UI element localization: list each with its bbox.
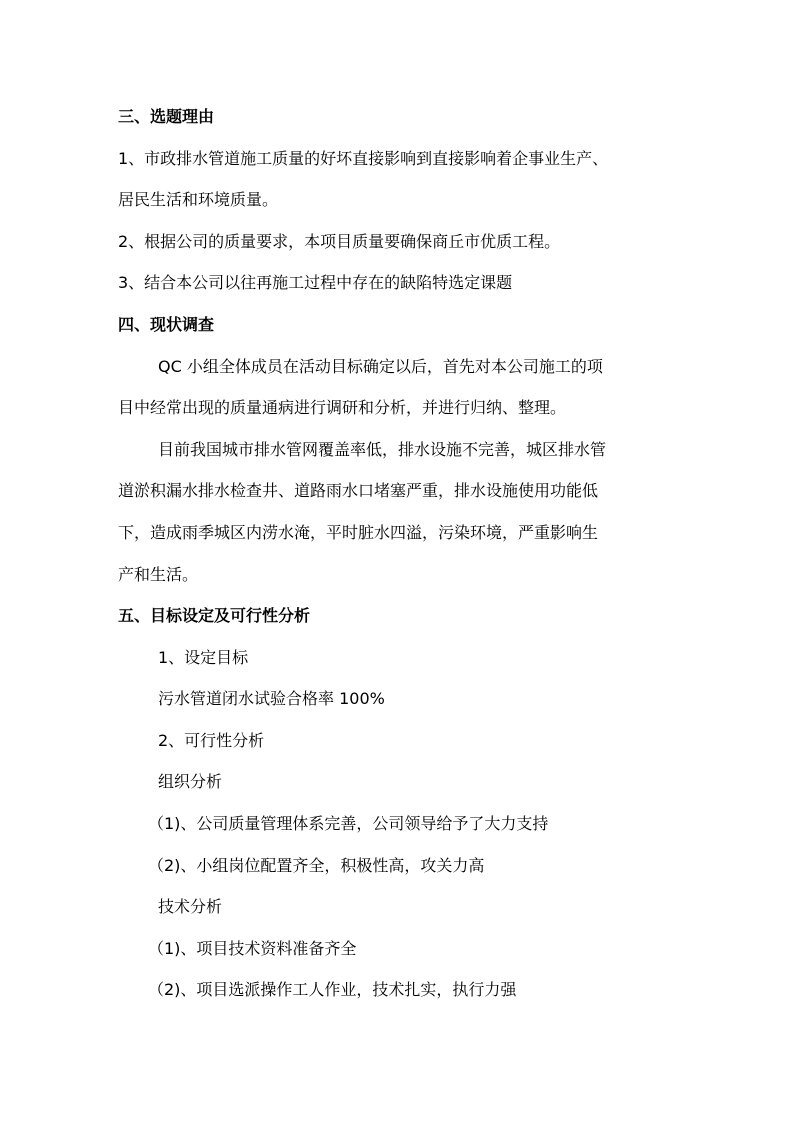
section-four-heading: 四、现状调查: [118, 315, 215, 334]
tech-item-2: （2)、项目选派操作工人作业，技术扎实，执行力强: [148, 980, 517, 999]
status-para-1-line-1: QC 小组全体成员在活动目标确定以后，首先对本公司施工的项: [158, 357, 603, 376]
feasibility-title: 2、可行性分析: [158, 731, 265, 750]
tech-analysis-title: 技术分析: [158, 897, 223, 916]
status-para-2-line-3: 下，造成雨季城区内涝水淹，平时脏水四溢，污染环境，严重影响生: [118, 523, 599, 542]
org-analysis-title: 组织分析: [158, 772, 223, 791]
org-item-1: （1)、公司质量管理体系完善，公司领导给予了大力支持: [148, 814, 549, 833]
reason-1-line-2: 居民生活和环境质量。: [118, 190, 279, 209]
target-title: 1、设定目标: [158, 648, 249, 667]
status-para-2-line-1: 目前我国城市排水管网覆盖率低，排水设施不完善，城区排水管: [158, 440, 607, 459]
org-item-2: （2)、小组岗位配置齐全，积极性高，攻关力高: [148, 856, 485, 875]
status-para-1-line-2: 目中经常出现的质量通病进行调研和分析，并进行归纳、整理。: [118, 398, 567, 417]
section-three-heading: 三、选题理由: [118, 107, 215, 126]
section-five-heading: 五、目标设定及可行性分析: [118, 606, 311, 625]
tech-item-1: （1)、项目技术资料准备齐全: [148, 939, 357, 958]
reason-1-line-1: 1、市政排水管道施工质量的好坏直接影响到直接影响着企事业生产、: [118, 149, 609, 168]
status-para-2-line-2: 道淤积漏水排水检查井、道路雨水口堵塞严重，排水设施使用功能低: [118, 481, 599, 500]
target-text: 污水管道闭水试验合格率 100%: [158, 689, 385, 708]
status-para-2-line-4: 产和生活。: [118, 565, 199, 584]
reason-3: 3、结合本公司以往再施工过程中存在的缺陷特选定课题: [118, 273, 513, 292]
reason-2: 2、根据公司的质量要求，本项目质量要确保商丘市优质工程。: [118, 232, 561, 251]
